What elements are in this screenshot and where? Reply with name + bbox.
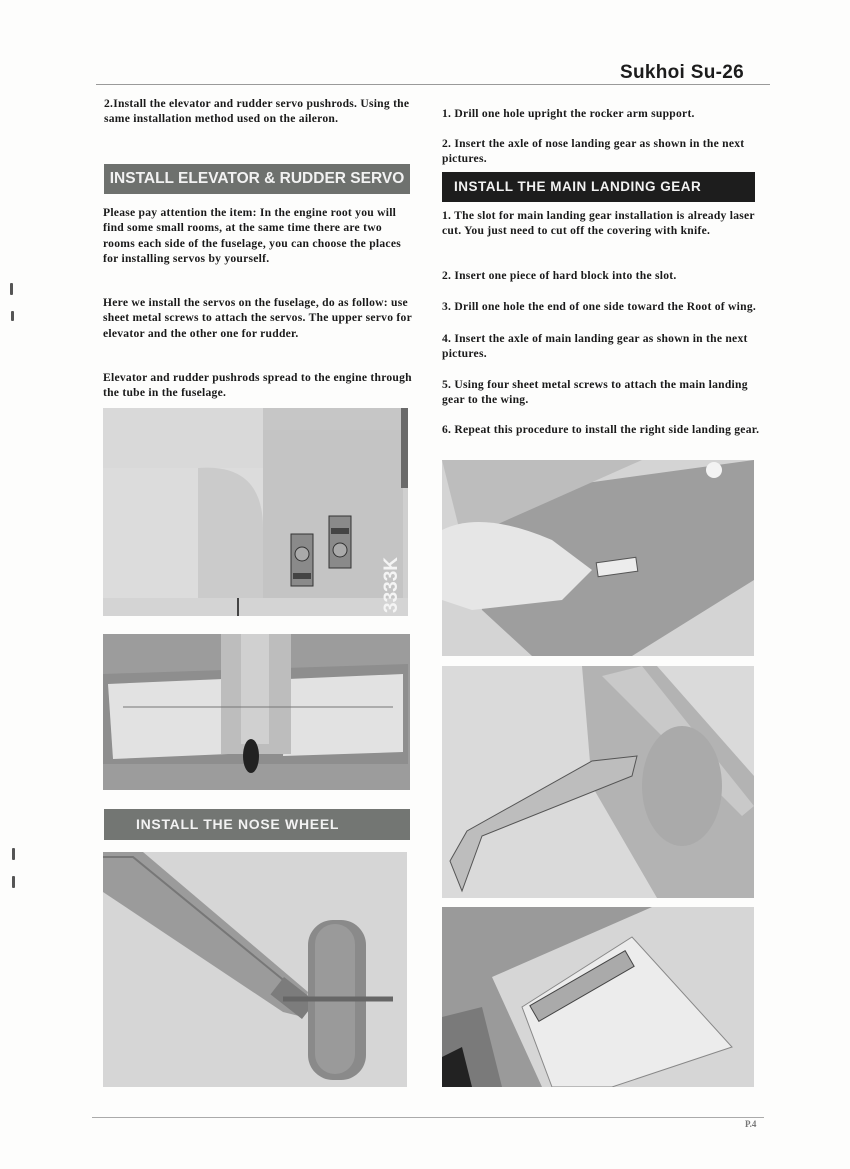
step-3-drill-hole: 3. Drill one hole the end of one side toward the Root of wing.	[442, 300, 757, 313]
photo-gear-insert	[442, 666, 754, 898]
scan-mark	[12, 876, 15, 888]
step-insert-nose-axle: 2. Insert the axle of nose landing gear as shown in the next pictures.	[442, 137, 745, 166]
step-1-slot: 1. The slot for main landing gear installation is already laser cut. You just need to cut off the covering with knife.	[442, 209, 755, 238]
intro-text: 2.Install the elevator and rudder servo pushrods. Using the same installation method used on the aileron.	[104, 97, 410, 126]
paragraph-attention: Please pay attention the item: In the engine root you will find some small rooms, at the same time there are two rooms each side of the fuselage, you can choose the places for installing servos by yourself.	[103, 206, 401, 265]
scan-mark	[12, 848, 15, 860]
step-5-screws: 5. Using four sheet metal screws to attach the main landing gear to the wing.	[442, 378, 748, 407]
photo-cut-slot	[442, 460, 754, 656]
footer-rule	[92, 1117, 764, 1118]
step-drill-rocker: 1. Drill one hole upright the rocker arm support.	[442, 107, 695, 120]
document-title: Sukhoi Su-26	[620, 62, 744, 83]
paragraph-install-servos: Here we install the servos on the fuselage, do as follow: use sheet metal screws to attach the servos. The upper servo for elevator and the other one for rudder.	[103, 296, 412, 340]
scan-mark	[10, 283, 13, 295]
photo-tail-underside	[103, 634, 410, 790]
scan-mark	[11, 311, 14, 321]
paragraph-pushrods: Elevator and rudder pushrods spread to the engine through the tube in the fuselage.	[103, 371, 412, 400]
fuselage-marking: 3333K	[381, 557, 402, 613]
section-banner-main-landing-gear: INSTALL THE MAIN LANDING GEAR	[442, 172, 755, 202]
photo-nose-wheel	[103, 852, 407, 1087]
page-number: P.4	[745, 1119, 757, 1129]
photo-servos-fuselage	[103, 408, 408, 616]
step-2-hard-block: 2. Insert one piece of hard block into the slot.	[442, 269, 677, 282]
servo-icon	[329, 516, 351, 568]
step-6-repeat: 6. Repeat this procedure to install the right side landing gear.	[442, 423, 760, 436]
step-4-insert-axle: 4. Insert the axle of main landing gear as shown in the next pictures.	[442, 332, 748, 361]
servo-icon	[291, 534, 313, 586]
section-banner-nose-wheel: INSTALL THE NOSE WHEEL	[104, 809, 410, 840]
section-banner-elevator-rudder: INSTALL ELEVATOR & RUDDER SERVO	[104, 164, 410, 194]
header-rule	[96, 84, 770, 85]
photo-gear-attached	[442, 907, 754, 1087]
